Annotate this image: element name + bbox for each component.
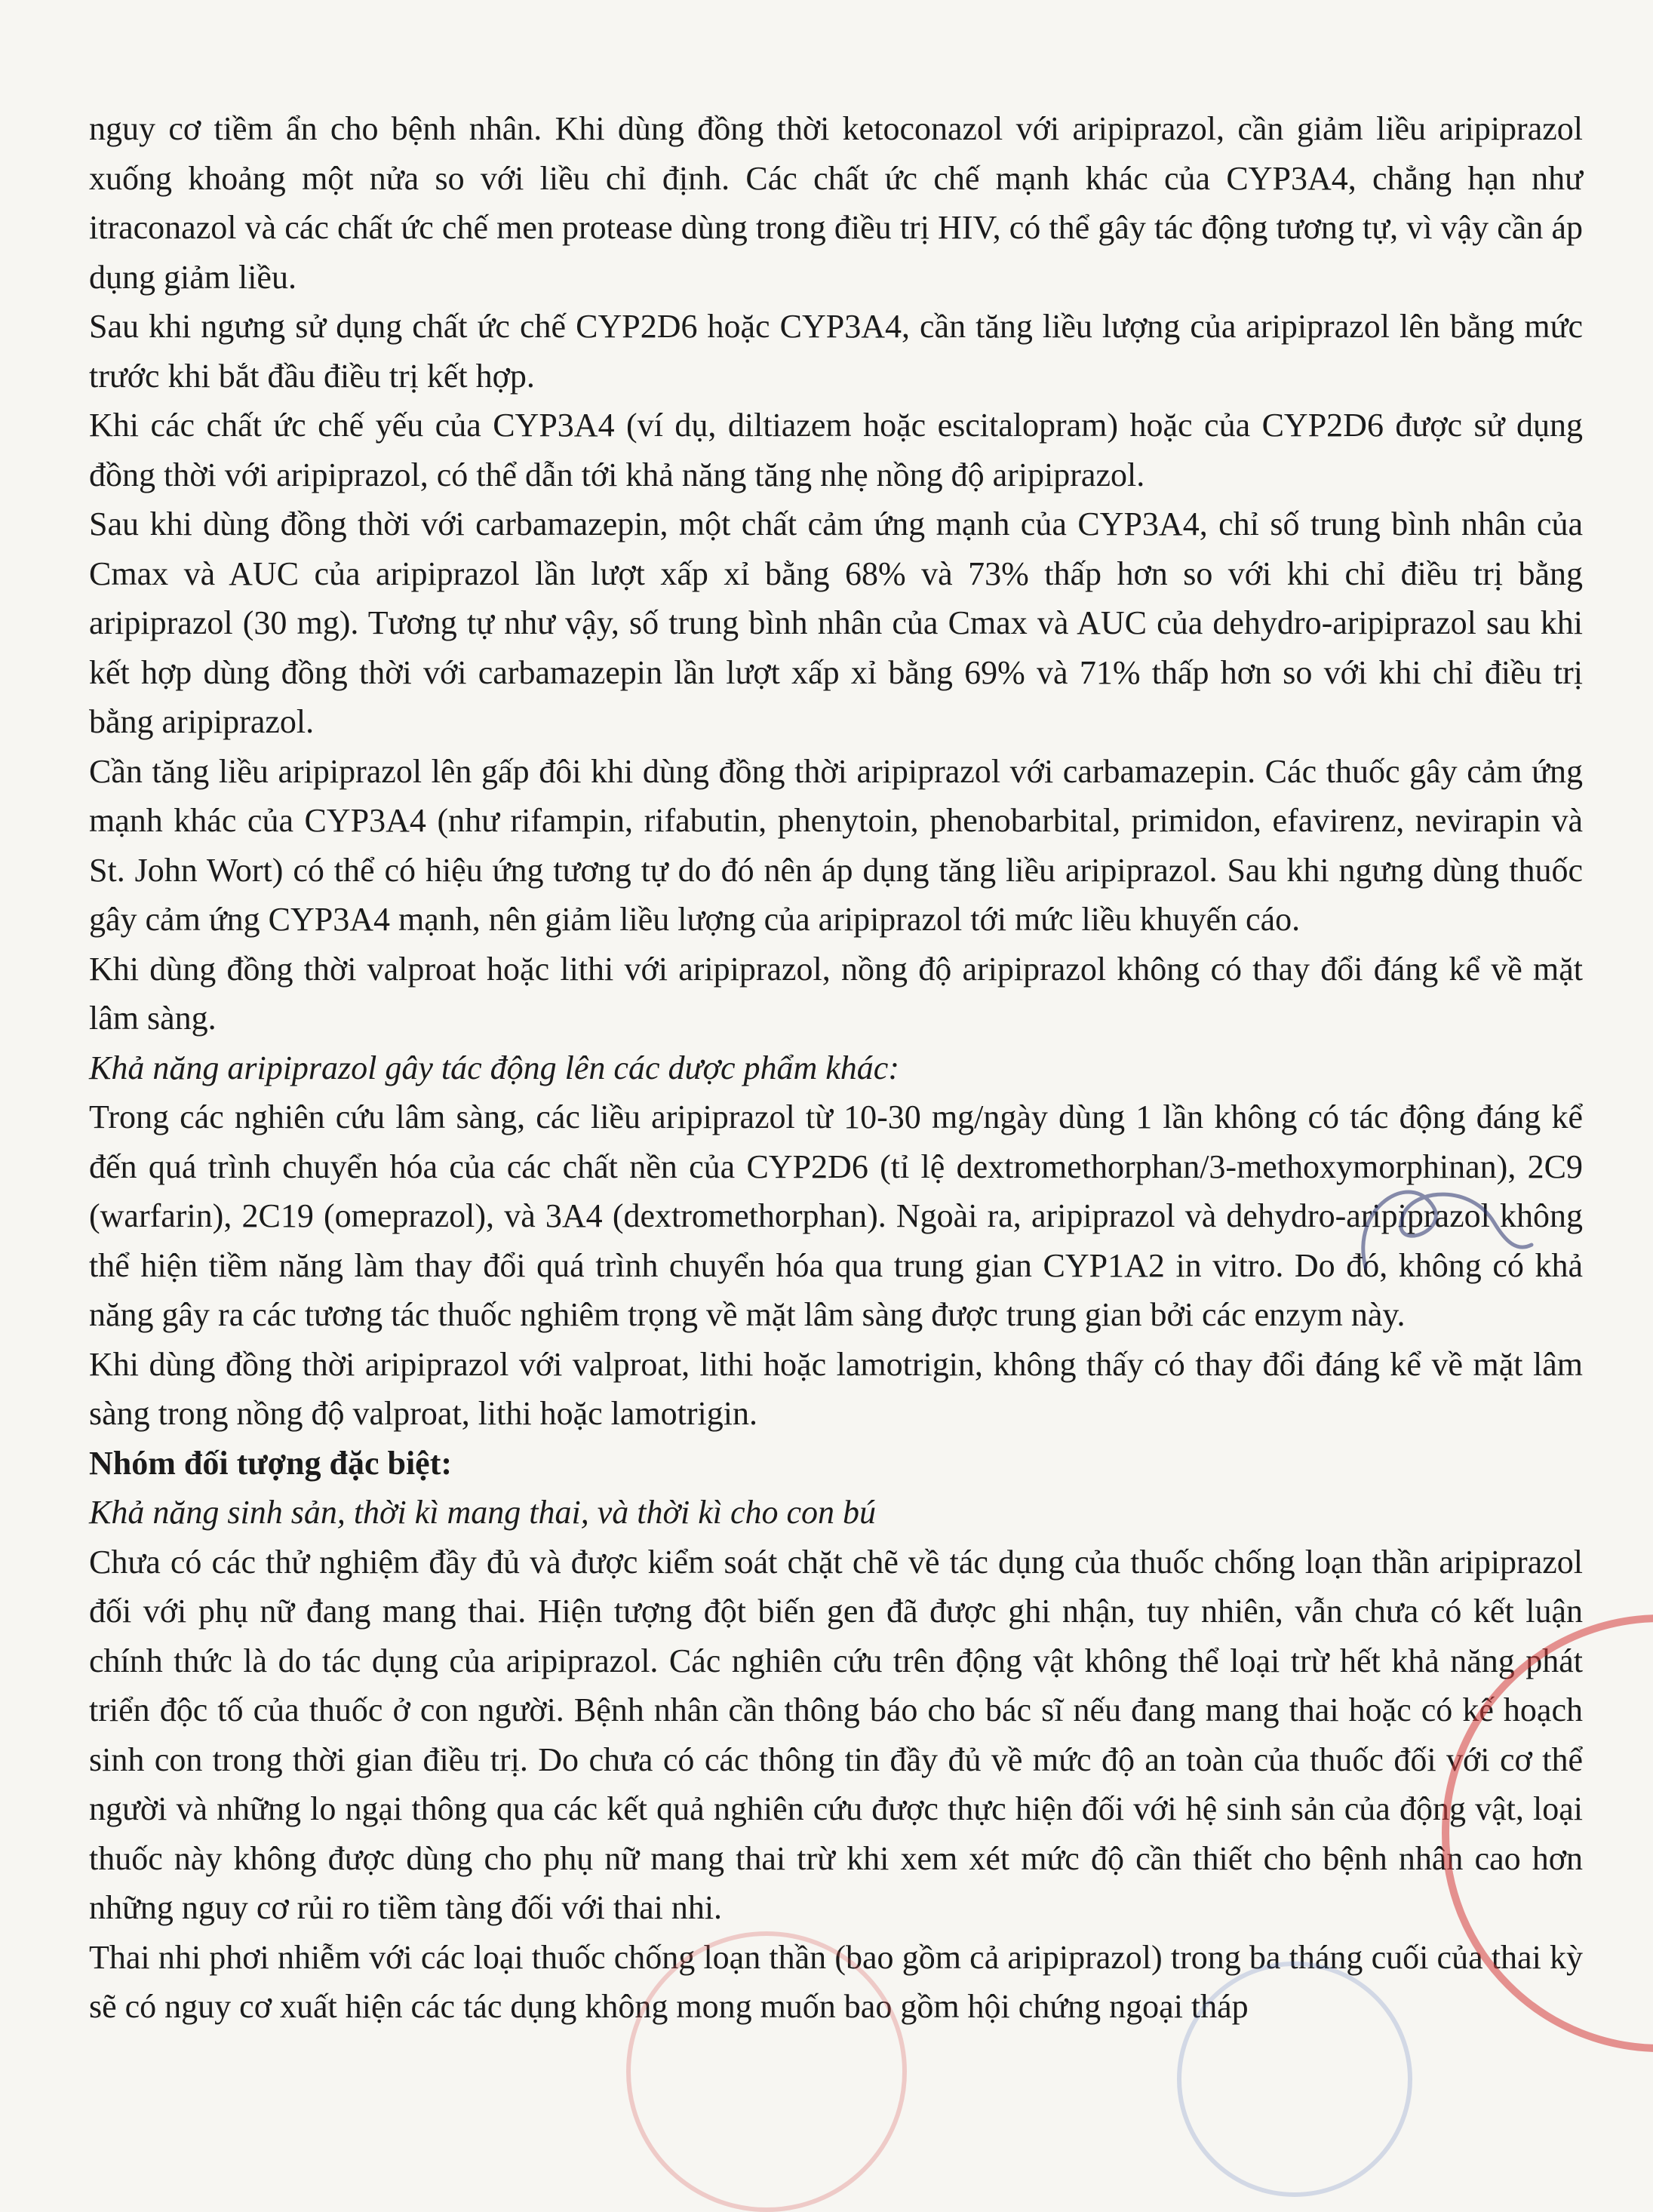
heading-special-populations: Nhóm đối tượng đặc biệt: — [89, 1444, 453, 1482]
subheading-effects-on-other-drugs: Khả năng aripiprazol gây tác động lên các dược phẩm khác: — [89, 1049, 899, 1086]
paragraph-pregnancy: Chưa có các thử nghiệm đầy đủ và được kiểm soát chặt chẽ về tác dụng của thuốc chống loạn thần aripiprazol đối với phụ nữ đang mang thai. Hiện tượng đột biến gen đã được ghi nhận, tuy nhiên, vẫn chưa có kết luận chính thức là do tác dụng của aripiprazol. Các nghiên cứu trên động vật không thể loại trừ hết khả năng phát triển độc tố của thuốc ở con người. Bệnh nhân cần thông báo cho bác sĩ nếu đang mang thai hoặc có kế hoạch sinh con trong thời gian điều trị. Do chưa có các thông tin đầy đủ về mức độ an toàn của thuốc đối với cơ thể người và những lo ngại thông qua các kết quả nghiên cứu được thực hiện đối với hệ sinh sản của động vật, loại thuốc này không được dùng cho phụ nữ mang thai trừ khi xem xét mức độ cần thiết cho bệnh nhân cao hơn những nguy cơ rủi ro tiềm tàng đối với thai nhi. — [89, 1543, 1583, 1926]
document-body — [89, 104, 1583, 2032]
paragraph-stop-inhibitor: Sau khi ngưng sử dụng chất ức chế CYP2D6 hoặc CYP3A4, cần tăng liều lượng của aripiprazol lên bằng mức trước khi bắt đầu điều trị kết hợp. — [89, 308, 1583, 395]
paragraph-lamotrigin: Khi dùng đồng thời aripiprazol với valproat, lithi hoặc lamotrigin, không thấy có thay đổi đáng kể về mặt lâm sàng trong nồng độ valproat, lithi hoặc lamotrigin. — [89, 1345, 1583, 1432]
paragraph-third-trimester: Thai nhi phơi nhiễm với các loại thuốc chống loạn thần (bao gồm cả aripiprazol) trong ba tháng cuối của thai kỳ sẽ có nguy cơ xuất hiện các tác dụng không mong muốn bao gồm hội chứng ngoại tháp — [89, 1938, 1583, 2025]
paragraph-clinical-studies: Trong các nghiên cứu lâm sàng, các liều aripiprazol từ 10-30 mg/ngày dùng 1 lần không có tác động đáng kể đến quá trình chuyển hóa của các chất nền của CYP2D6 (tỉ lệ dextromethorphan/3-methoxymorphinan), 2C9 (warfarin), 2C19 (omeprazol), và 3A4 (dextromethorphan). Ngoài ra, aripiprazol và dehydro-aripiprazol không thể hiện tiềm năng làm thay đổi quá trình chuyển hóa qua trung gian CYP1A2 in vitro. Do đó, không có khả năng gây ra các tương tác thuốc nghiêm trọng về mặt lâm sàng được trung gian bởi các enzym này. — [89, 1098, 1583, 1333]
paragraph-weak-inhibitors: Khi các chất ức chế yếu của CYP3A4 (ví dụ, diltiazem hoặc escitalopram) hoặc của CYP2D6 được sử dụng đồng thời với aripiprazol, có thể dẫn tới khả năng tăng nhẹ nồng độ aripiprazol. — [89, 407, 1583, 493]
subheading-pregnancy: Khả năng sinh sản, thời kì mang thai, và thời kì cho con bú — [89, 1494, 877, 1531]
paragraph-carbamazepin: Sau khi dùng đồng thời với carbamazepin, một chất cảm ứng mạnh của CYP3A4, chỉ số trung bình nhân của Cmax và AUC của aripiprazol lần lượt xấp xỉ bằng 68% và 73% thấp hơn so với khi chỉ điều trị bằng aripiprazol (30 mg). Tương tự như vậy, số trung bình nhân của Cmax và AUC của dehydro-aripiprazol sau khi kết hợp dùng đồng thời với carbamazepin lần lượt xấp xỉ bằng 69% và 71% thấp hơn so với khi chỉ điều trị bằng aripiprazol. — [89, 505, 1583, 740]
paragraph-dose-increase: Cần tăng liều aripiprazol lên gấp đôi khi dùng đồng thời aripiprazol với carbamazepin. Các thuốc gây cảm ứng mạnh khác của CYP3A4 (như rifampin, rifabutin, phenytoin, phenobarbital, primidon, efavirenz, nevirapin và St. John Wort) có thể có hiệu ứng tương tự do đó nên áp dụng tăng liều aripiprazol. Sau khi ngưng dùng thuốc gây cảm ứng CYP3A4 mạnh, nên giảm liều lượng của aripiprazol tới mức liều khuyến cáo. — [89, 752, 1583, 938]
paragraph-ketoconazol: nguy cơ tiềm ẩn cho bệnh nhân. Khi dùng đồng thời ketoconazol với aripiprazol, cần giảm liều aripiprazol xuống khoảng một nửa so với liều chỉ định. Các chất ức chế mạnh khác của CYP3A4, chẳng hạn như itraconazol và các chất ức chế men protease dùng trong điều trị HIV, có thể gây tác động tương tự, vì vậy cần áp dụng giảm liều. — [89, 110, 1583, 296]
paragraph-valproat-lithi: Khi dùng đồng thời valproat hoặc lithi với aripiprazol, nồng độ aripiprazol không có thay đổi đáng kể về mặt lâm sàng. — [89, 950, 1583, 1037]
